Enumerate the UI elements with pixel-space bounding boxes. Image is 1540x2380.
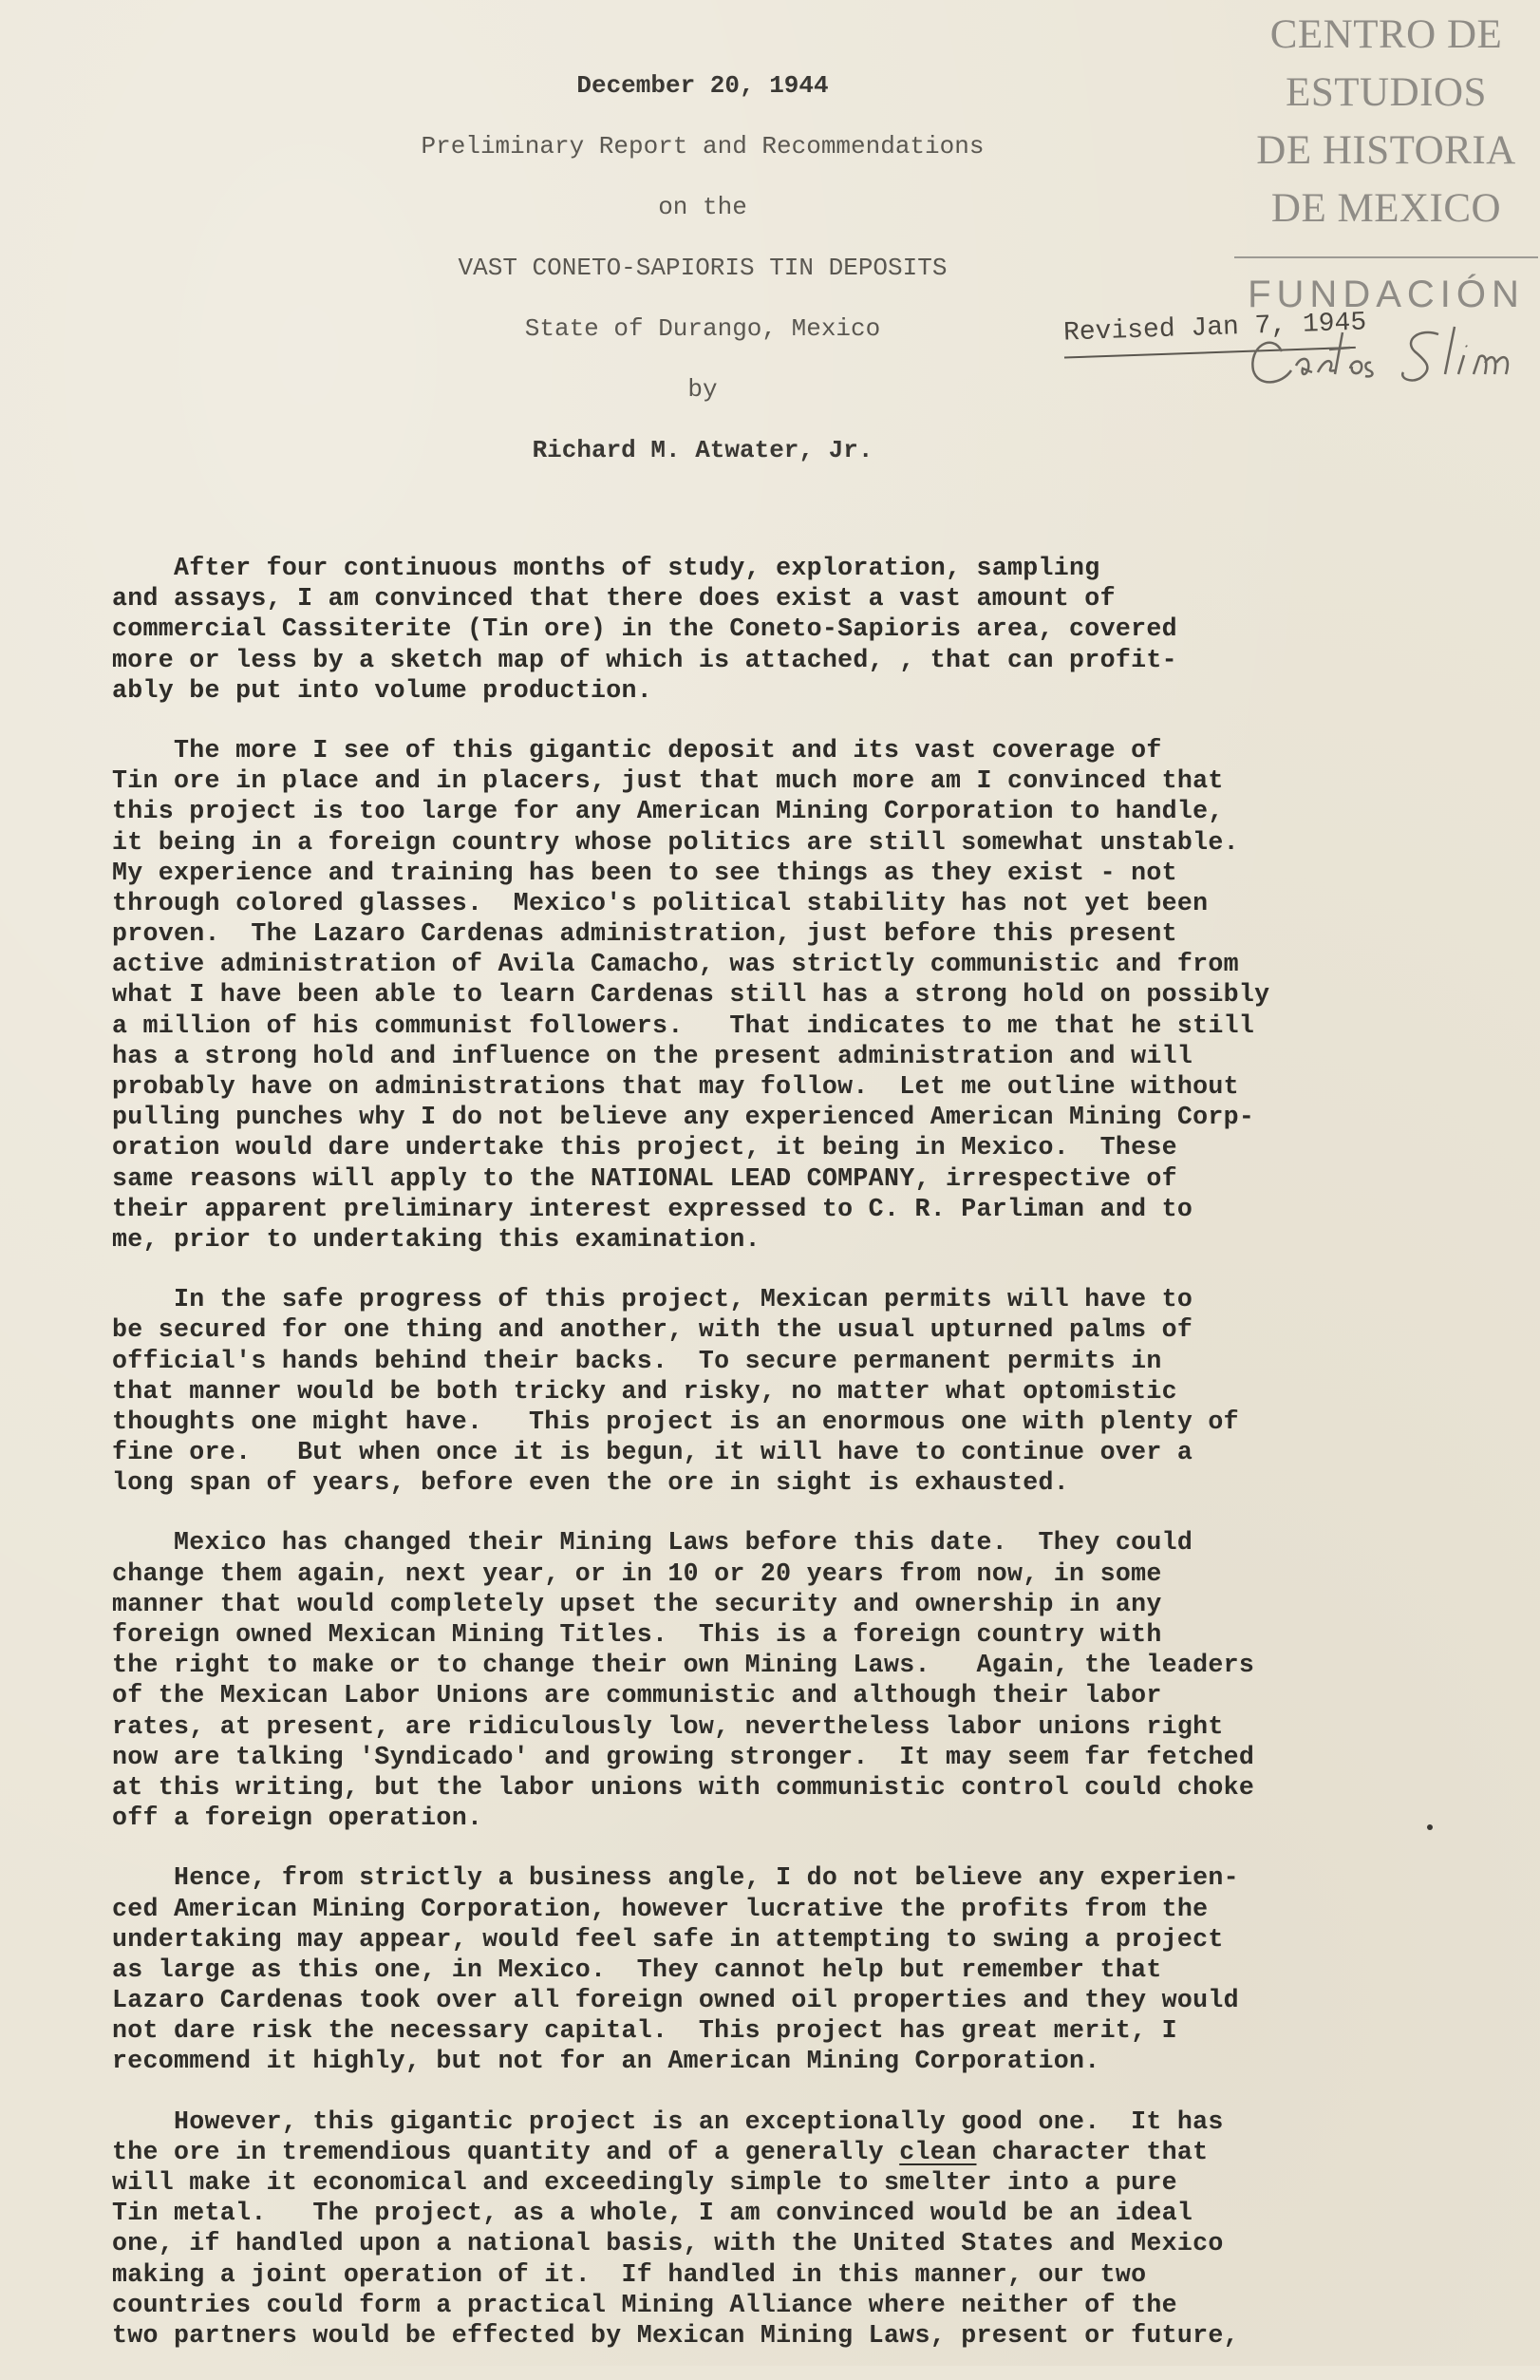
text-line: However, this gigantic project is an exceptionally good one. It has [112, 2106, 1224, 2136]
text-line: commercial Cassiterite (Tin ore) in the Coneto-Sapioris area, covered [112, 614, 1177, 644]
paragraph-1 [112, 553, 1479, 706]
underlined-word: clean [899, 2137, 977, 2166]
text-line: me, prior to undertaking this examination. [112, 1224, 761, 1254]
stamp-line-2: ESTUDIOS [1286, 70, 1487, 115]
stray-ink-mark [1427, 1824, 1433, 1830]
text-line: more or less by a sketch map of which is attached, , that can profit- [112, 645, 1177, 674]
text-line: this project is too large for any American Mining Corporation to handle, [112, 797, 1224, 826]
text-line: change them again, next year, or in 10 or 20 years from now, in some [112, 1558, 1162, 1588]
text-line: it being in a foreign country whose politics are still somewhat unstable. [112, 827, 1239, 857]
stamp-line-3: DE HISTORIA [1256, 128, 1516, 173]
report-date: December 20, 1944 [576, 71, 829, 100]
text-line: not dare risk the necessary capital. This project has great merit, I [112, 2016, 1177, 2046]
text-line: their apparent preliminary interest expressed to C. R. Parliman and to [112, 1194, 1193, 1223]
text-segment: character that [976, 2137, 1209, 2166]
text-line: My experience and training has been to see things as they exist - not [112, 858, 1177, 887]
text-line: as large as this one, in Mexico. They cannot help but remember that [112, 1955, 1162, 1984]
text-line: ably be put into volume production. [112, 675, 653, 705]
text-line: recommend it highly, but not for an American Mining Corporation. [112, 2047, 1100, 2076]
text-line: what I have been able to learn Cardenas still has a strong hold on possibly [112, 980, 1270, 1010]
text-line: official's hands behind their backs. To secure permanent permits in [112, 1346, 1162, 1375]
paragraph-3 [112, 1284, 1479, 1498]
text-line: the right to make or to change their own Mining Laws. Again, the leaders [112, 1651, 1255, 1680]
text-line: through colored glasses. Mexico's political stability has not yet been [112, 888, 1209, 917]
text-line: probably have on administrations that may follow. Let me outline without [112, 1072, 1239, 1101]
stamp-line-4: DE MEXICO [1270, 186, 1502, 231]
text-line: same reasons will apply to the NATIONAL LEAD COMPANY, irrespective of [112, 1163, 1177, 1193]
text-line: long span of years, before even the ore in sight is exhausted. [112, 1468, 1070, 1498]
text-line: rates, at present, are ridiculously low, nevertheless labor unions right [112, 1711, 1224, 1741]
text-line [112, 2137, 1479, 2167]
text-line: will make it economical and exceedingly simple to smelter into a pure [112, 2168, 1177, 2197]
text-line: fine ore. But when once it is begun, it will have to continue over a [112, 1438, 1193, 1467]
text-line: be secured for one thing and another, with the usual upturned palms of [112, 1315, 1193, 1345]
report-location: State of Durango, Mexico [524, 314, 881, 343]
text-line: a million of his communist followers. That indicates to me that he still [112, 1011, 1255, 1040]
stamp-foundation: FUNDACIÓN [1248, 274, 1525, 315]
text-line: Lazaro Cardenas took over all foreign owned oil properties and they would [112, 1986, 1239, 2015]
text-line: making a joint operation of it. If handled in this manner, our two [112, 2259, 1147, 2289]
text-line: manner that would completely upset the security and ownership in any [112, 1589, 1162, 1618]
text-line: foreign owned Mexican Mining Titles. This is a foreign country with [112, 1620, 1162, 1649]
text-line: of the Mexican Labor Unions are communistic and although their labor [112, 1681, 1162, 1710]
paragraph-6 [112, 2106, 1479, 2352]
signature-image [1244, 313, 1534, 399]
text-line: The more I see of this gigantic deposit and its vast coverage of [112, 735, 1162, 765]
text-line: Mexico has changed their Mining Laws before this date. They could [112, 1528, 1193, 1558]
text-line: one, if handled upon a national basis, with the United States and Mexico [112, 2229, 1224, 2258]
paragraph-5 [112, 1862, 1479, 2076]
text-line: Tin metal. The project, as a whole, I am convinced would be an ideal [112, 2199, 1193, 2228]
text-line: has a strong hold and influence on the present administration and will [112, 1041, 1193, 1070]
revised-text: Revised Jan 7, 1945 [1062, 308, 1367, 349]
text-line: two partners would be effected by Mexican Mining Laws, present or future, [112, 2320, 1239, 2350]
text-line: oration would dare undertake this project, it being in Mexico. These [112, 1133, 1177, 1162]
report-title-line-1: Preliminary Report and Recommendations [421, 132, 985, 161]
text-line: In the safe progress of this project, Mexican permits will have to [112, 1285, 1193, 1314]
text-line: Tin ore in place and in placers, just that much more am I convinced that [112, 766, 1224, 796]
stamp-line-1: CENTRO DE [1269, 12, 1503, 57]
text-line: After four continuous months of study, exploration, sampling [112, 554, 1100, 582]
text-line: that manner would be both tricky and risky, no matter what optomistic [112, 1376, 1177, 1406]
report-by: by [687, 375, 718, 404]
report-author: Richard M. Atwater, Jr. [532, 436, 873, 464]
text-line: now are talking 'Syndicado' and growing stronger. It may seem far fetched [112, 1742, 1255, 1771]
text-line: ced American Mining Corporation, however lucrative the profits from the [112, 1894, 1209, 1923]
text-line: pulling punches why I do not believe any experienced American Mining Corp- [112, 1103, 1255, 1132]
text-line: countries could form a practical Mining Alliance where neither of the [112, 2290, 1177, 2319]
report-body [112, 553, 1479, 2380]
text-segment: the ore in tremendious quantity and of a generally [112, 2137, 900, 2166]
paragraph-4 [112, 1527, 1479, 1833]
text-line: proven. The Lazaro Cardenas administration, just before this present [112, 919, 1177, 949]
text-line: active administration of Avila Camacho, was strictly communistic and from [112, 950, 1239, 979]
text-line: at this writing, but the labor unions with communistic control could choke [112, 1772, 1255, 1802]
text-line: thoughts one might have. This project is an enormous one with plenty of [112, 1407, 1239, 1436]
paragraph-2 [112, 735, 1479, 1255]
text-line: and assays, I am convinced that there does exist a vast amount of [112, 584, 1116, 614]
report-header [0, 59, 1405, 484]
report-title-line-2: on the [658, 193, 747, 221]
report-title-line-3: VAST CONETO-SAPIORIS TIN DEPOSITS [458, 254, 948, 282]
text-line: undertaking may appear, would feel safe in attempting to swing a project [112, 1924, 1224, 1954]
text-line: Hence, from strictly a business angle, I do not believe any experien- [112, 1863, 1239, 1893]
text-line: off a foreign operation. [112, 1804, 483, 1833]
